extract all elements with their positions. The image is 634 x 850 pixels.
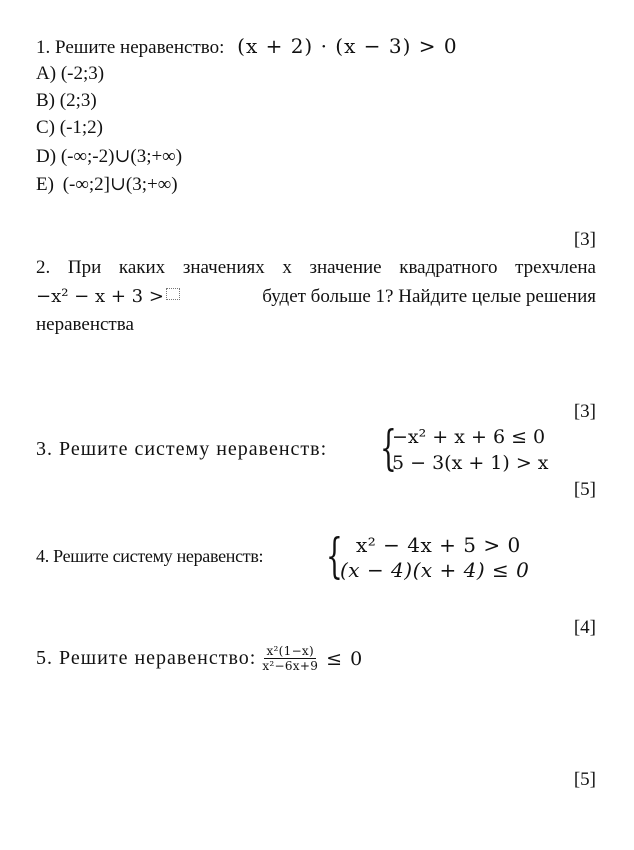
option-label: C) [36,117,55,138]
placeholder-box-icon [166,288,180,300]
q5-denominator: x²−6x+9 [262,659,319,673]
option-value: (2;3) [59,90,97,111]
q1-option-c [36,117,103,139]
q5-fraction [260,644,320,673]
option-value: (-1;2) [59,117,104,138]
q4-row2: (x − 4)(x + 4) ≤ 0 [340,558,530,582]
q3-row2: 5 − 3(x + 1) > x [392,452,549,474]
q1-option-e [36,173,178,196]
option-label: E) [36,174,54,195]
q5-score: [5] [573,769,596,790]
q1-option-d [36,145,182,168]
option-label: D) [36,146,57,167]
q2-line1 [36,257,596,279]
q5-line [36,644,363,673]
brace-icon: { [326,528,343,584]
q1-expression: (x + 2) · (x − 3) > 0 [237,34,458,58]
q2-line2-rest: будет больше 1? Найдите целые решения [262,286,596,307]
option-label: A) [36,63,57,84]
q2-expression-text: −x² − x + 3 > [36,286,164,307]
q5-rhs: ≤ 0 [326,647,364,670]
q5-text: 5. Решите неравенство: [36,647,257,669]
option-label: B) [36,90,55,111]
q4-score: [4] [573,617,596,638]
q2-expression [36,286,180,308]
option-value: (-∞;-2)∪(3;+∞) [60,146,183,167]
q4-row1: x² − 4x + 5 > 0 [356,533,521,557]
q1-score: [3] [573,229,596,250]
q3-score: [5] [573,479,596,500]
q2-score: [3] [573,401,596,422]
option-value: (-∞;2]∪(3;+∞) [62,174,178,195]
q5-numerator: x²(1−x) [266,644,314,658]
q2-line1-text: 2. При каких значениях x значение квадратного трехчлена [36,257,596,278]
q4-text: 4. Решите систему неравенств: [36,546,264,566]
q1-line [36,34,458,59]
q2-line2 [36,286,596,308]
brace-icon: { [380,420,397,476]
q3-row1: −x² + x + 6 ≤ 0 [392,426,546,448]
q1-option-b [36,90,97,112]
option-value: (-2;3) [60,63,105,84]
q1-option-a [36,63,104,85]
q2-line3: неравенства [36,314,134,335]
q3-text: 3. Решите систему неравенств: [36,438,328,460]
q1-text: 1. Решите неравенство: [36,37,225,58]
